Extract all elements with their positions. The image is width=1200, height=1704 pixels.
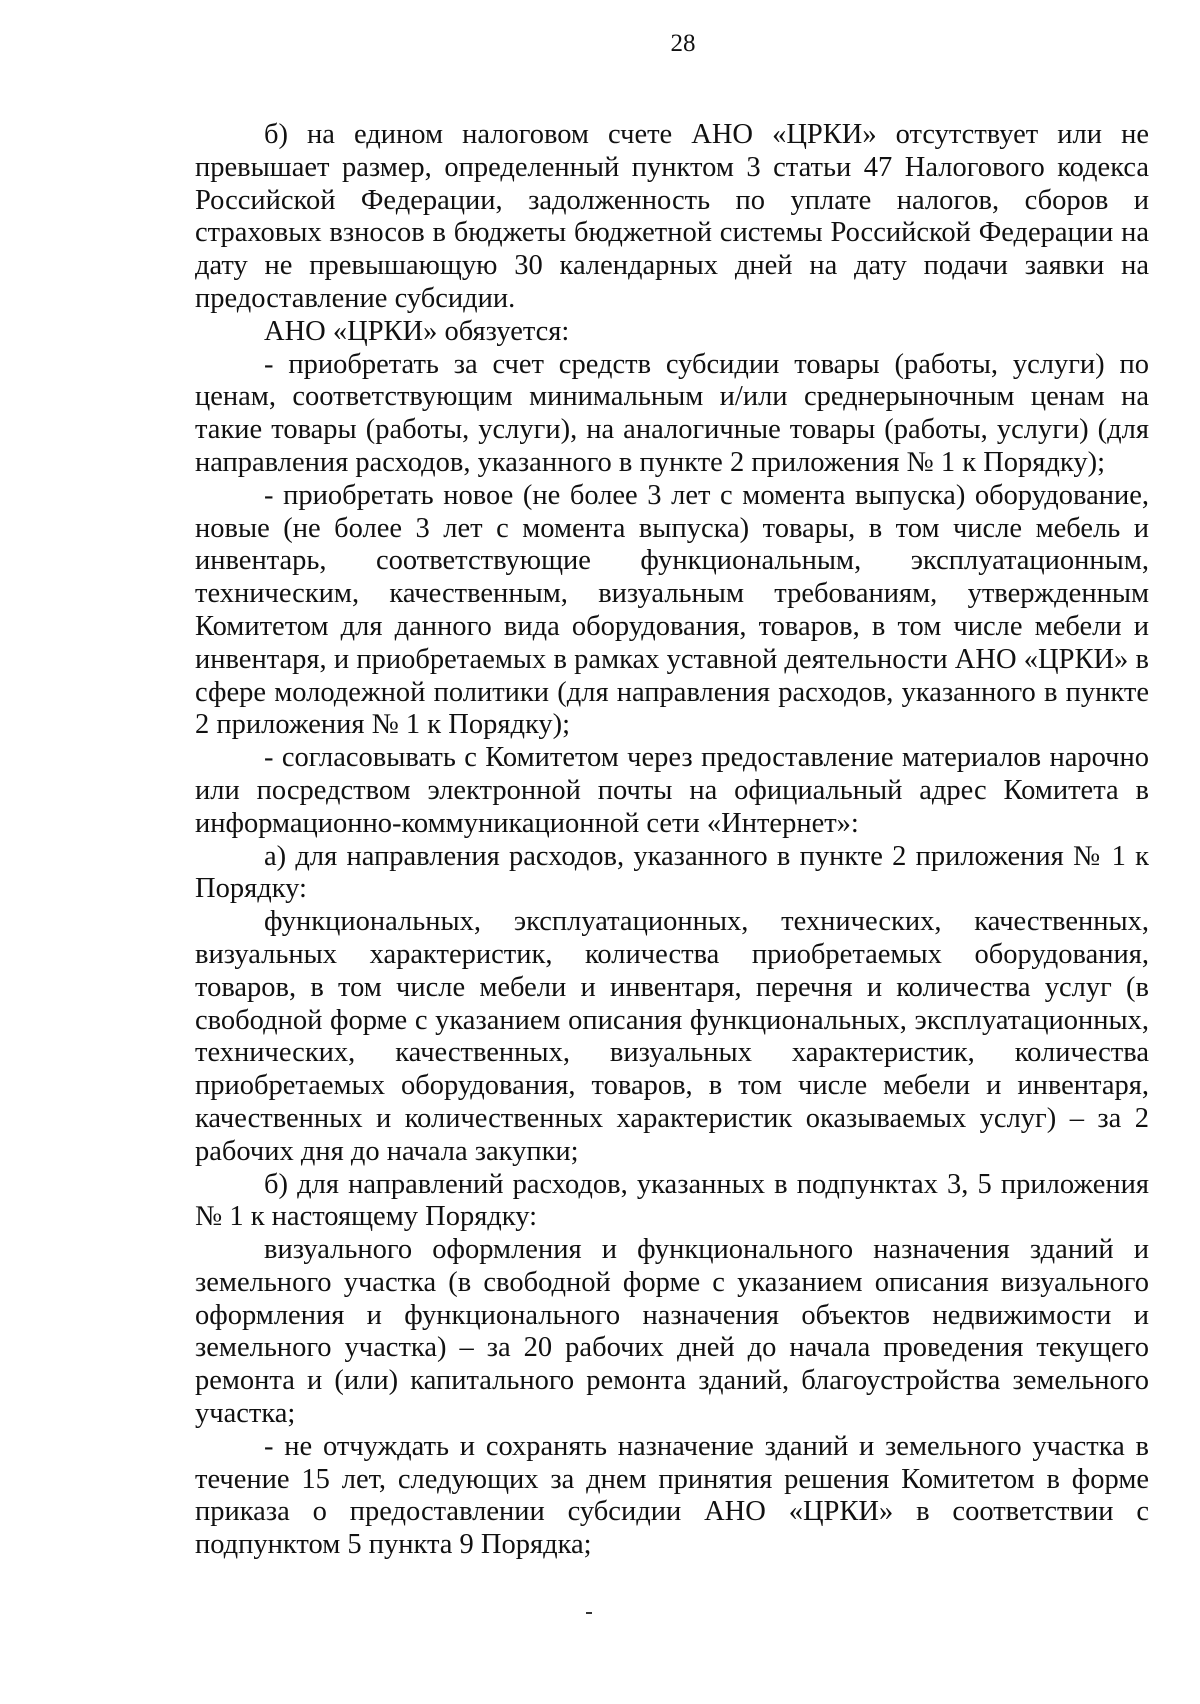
paragraph-b-expense-directions: б) для направлений расходов, указанных в подпунктах 3, 5 приложения № 1 к настоящему Порядку: <box>195 1168 1149 1233</box>
page-number: 28 <box>670 30 696 57</box>
document-body <box>195 119 1149 1562</box>
paragraph-buy-new-equipment: - приобретать новое (не более 3 лет с момента выпуска) оборудование, новые (не более 3 лет с момента выпуска) товары, в том числе мебель и инвентарь, соответствующие функциональным, эксплуатационным, техническим, качественным, визуальным требованиям, утвержденным Комитетом для данного вида оборудования, товаров, в том числе мебели и инвентаря, и приобретаемых в рамках уставной деятельности АНО «ЦРКИ» в сфере молодежной политики (для направления расходов, указанного в пункте 2 приложения № 1 к Порядку); <box>195 479 1149 741</box>
paragraph-no-alienation: - не отчуждать и сохранять назначение зданий и земельного участка в течение 15 лет, следующих за днем принятия решения Комитетом в форме приказа о предоставлении субсидии АНО «ЦРКИ» в соответствии с подпунктом 5 пункта 9 Порядка; <box>195 1430 1149 1561</box>
paragraph-visual-design: визуального оформления и функционального назначения зданий и земельного участка (в свободной форме с указанием описания визуального оформления и функционального назначения объектов недвижимости и земельного участка) – за 20 рабочих дней до начала проведения текущего ремонта и (или) капитального ремонта зданий, благоустройства земельного участка; <box>195 1234 1149 1430</box>
paragraph-b-tax-account: б) на едином налоговом счете АНО «ЦРКИ» отсутствует или не превышает размер, определенный пунктом 3 статьи 47 Налогового кодекса Российской Федерации, задолженность по уплате налогов, сборов и страховых взносов в бюджеты бюджетной системы Российской Федерации на дату не превышающую 30 календарных дней на дату подачи заявки на предоставление субсидии. <box>195 119 1149 314</box>
paragraph-characteristics: функциональных, эксплуатационных, технических, качественных, визуальных характеристик, количества приобретаемых оборудования, товаров, в том числе мебели и инвентаря, перечня и количества услуг (в свободной форме с указанием описания функциональных, эксплуатационных, технических, качественных, визуальных характеристик, количества приобретаемых оборудования, товаров, в том числе мебели и инвентаря, качественных и количественных характеристик оказываемых услуг) – за 2 рабочих дня до начала закупки; <box>195 906 1149 1167</box>
paragraph-obligations-intro: АНО «ЦРКИ» обязуется: <box>264 315 570 347</box>
paragraph-coordinate-with-committee: - согласовывать с Комитетом через предоставление материалов нарочно или посредством электронной почты на официальный адрес Комитета в информационно-коммуникационной сети «Интернет»: <box>195 742 1149 839</box>
scan-mark <box>586 1612 592 1614</box>
paragraph-buy-at-market-prices: - приобретать за счет средств субсидии товары (работы, услуги) по ценам, соответствующим минимальным и/или среднерыночным ценам на такие товары (работы, услуги), на аналогичные товары (работы, услуги) (для направления расходов, указанного в пункте 2 приложения № 1 к Порядку); <box>195 348 1149 478</box>
paragraph-a-expense-direction: а) для направления расходов, указанного в пункте 2 приложения № 1 к Порядку: <box>195 840 1149 905</box>
